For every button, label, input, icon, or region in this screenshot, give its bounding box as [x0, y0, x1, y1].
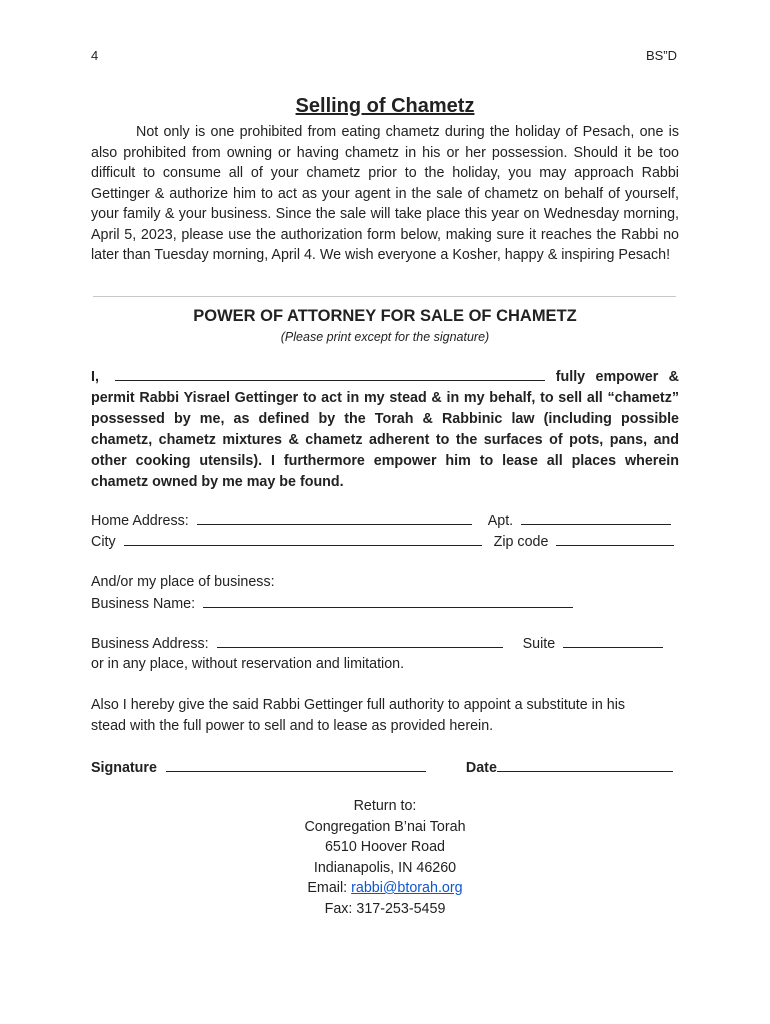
apt-label: Apt. — [487, 513, 514, 529]
any-place-text: or in any place, without reservation and limitation. — [91, 656, 405, 672]
suite-label: Suite — [522, 636, 556, 652]
return-heading: Return to: — [353, 798, 417, 814]
name-blank[interactable] — [115, 366, 545, 381]
business-name-blank[interactable] — [203, 593, 573, 608]
business-address-row — [91, 633, 663, 654]
form-title: POWER OF ATTORNEY FOR SALE OF CHAMETZ — [193, 307, 577, 325]
email-link[interactable]: rabbi@btorah.org — [351, 880, 463, 896]
return-city-state: Indianapolis, IN 46260 — [313, 859, 457, 876]
signature-row — [91, 757, 673, 778]
return-fax: Fax: 317-253-5459 — [324, 900, 446, 917]
suite-blank[interactable] — [563, 633, 663, 648]
signature-blank[interactable] — [166, 757, 426, 772]
return-address-block — [0, 796, 770, 919]
return-email-line — [0, 878, 770, 899]
declaration-paragraph — [91, 366, 679, 493]
date-blank[interactable] — [497, 757, 673, 772]
email-label: Email: — [307, 880, 348, 896]
business-name-row — [91, 593, 573, 614]
zip-blank[interactable] — [556, 531, 674, 546]
declaration-text: fully empower & permit Rabbi Yisrael Gettinger to act in my stead & in my behalf, to sell all “chametz” possessed by me, as defined by the Torah & Rabbinic law (including possible chametz, chametz mixtures & chametz adherent to the surfaces of pots, pans, and other cooking utensils). I furthermore empower him to lease all places wherein chametz owned by me may be found. — [91, 369, 679, 490]
home-address-row — [91, 510, 671, 531]
return-org: Congregation B’nai Torah — [304, 818, 466, 835]
business-name-label: Business Name: — [91, 596, 196, 612]
article-title: Selling of Chametz — [295, 95, 475, 117]
section-divider — [93, 296, 676, 297]
bsd-header: BS”D — [645, 48, 677, 63]
article-intro: Not only is one prohibited from eating chametz during the holiday of Pesach, one is also prohibited from owning or having chametz in his or her possession. Should it be too difficult to consume all of your chametz prior to the holiday, you may approach Rabbi Gettinger & authorize him to act as your agent in the sale of chametz on behalf of yourself, your family & your business. Since the sale will take place this year on Wednesday morning, April 5, 2023, please use the authorization form below, making sure it reaches the Rabbi no later than Tuesday morning, April 4. We wish everyone a Kosher, happy & inspiring Pesach! — [91, 124, 679, 263]
substitute-paragraph: Also I hereby give the said Rabbi Gettinger full authority to appoint a substitute in his stead with the full power to sell and to lease as provided herein. — [91, 697, 626, 734]
zip-label: Zip code — [493, 534, 549, 550]
apt-blank[interactable] — [521, 510, 671, 525]
business-intro: And/or my place of business: — [91, 574, 275, 590]
page-number: 4 — [91, 48, 99, 63]
date-label: Date — [465, 760, 497, 776]
form-subtitle: (Please print except for the signature) — [280, 330, 490, 344]
city-row — [91, 531, 674, 552]
business-address-label: Business Address: — [91, 636, 209, 652]
business-address-blank[interactable] — [217, 633, 503, 648]
home-address-label: Home Address: — [91, 513, 189, 529]
city-blank[interactable] — [124, 531, 482, 546]
city-label: City — [91, 534, 116, 550]
declaration-start: I, — [91, 369, 99, 385]
home-address-blank[interactable] — [197, 510, 472, 525]
return-street: 6510 Hoover Road — [324, 839, 446, 855]
signature-label: Signature — [91, 760, 157, 776]
